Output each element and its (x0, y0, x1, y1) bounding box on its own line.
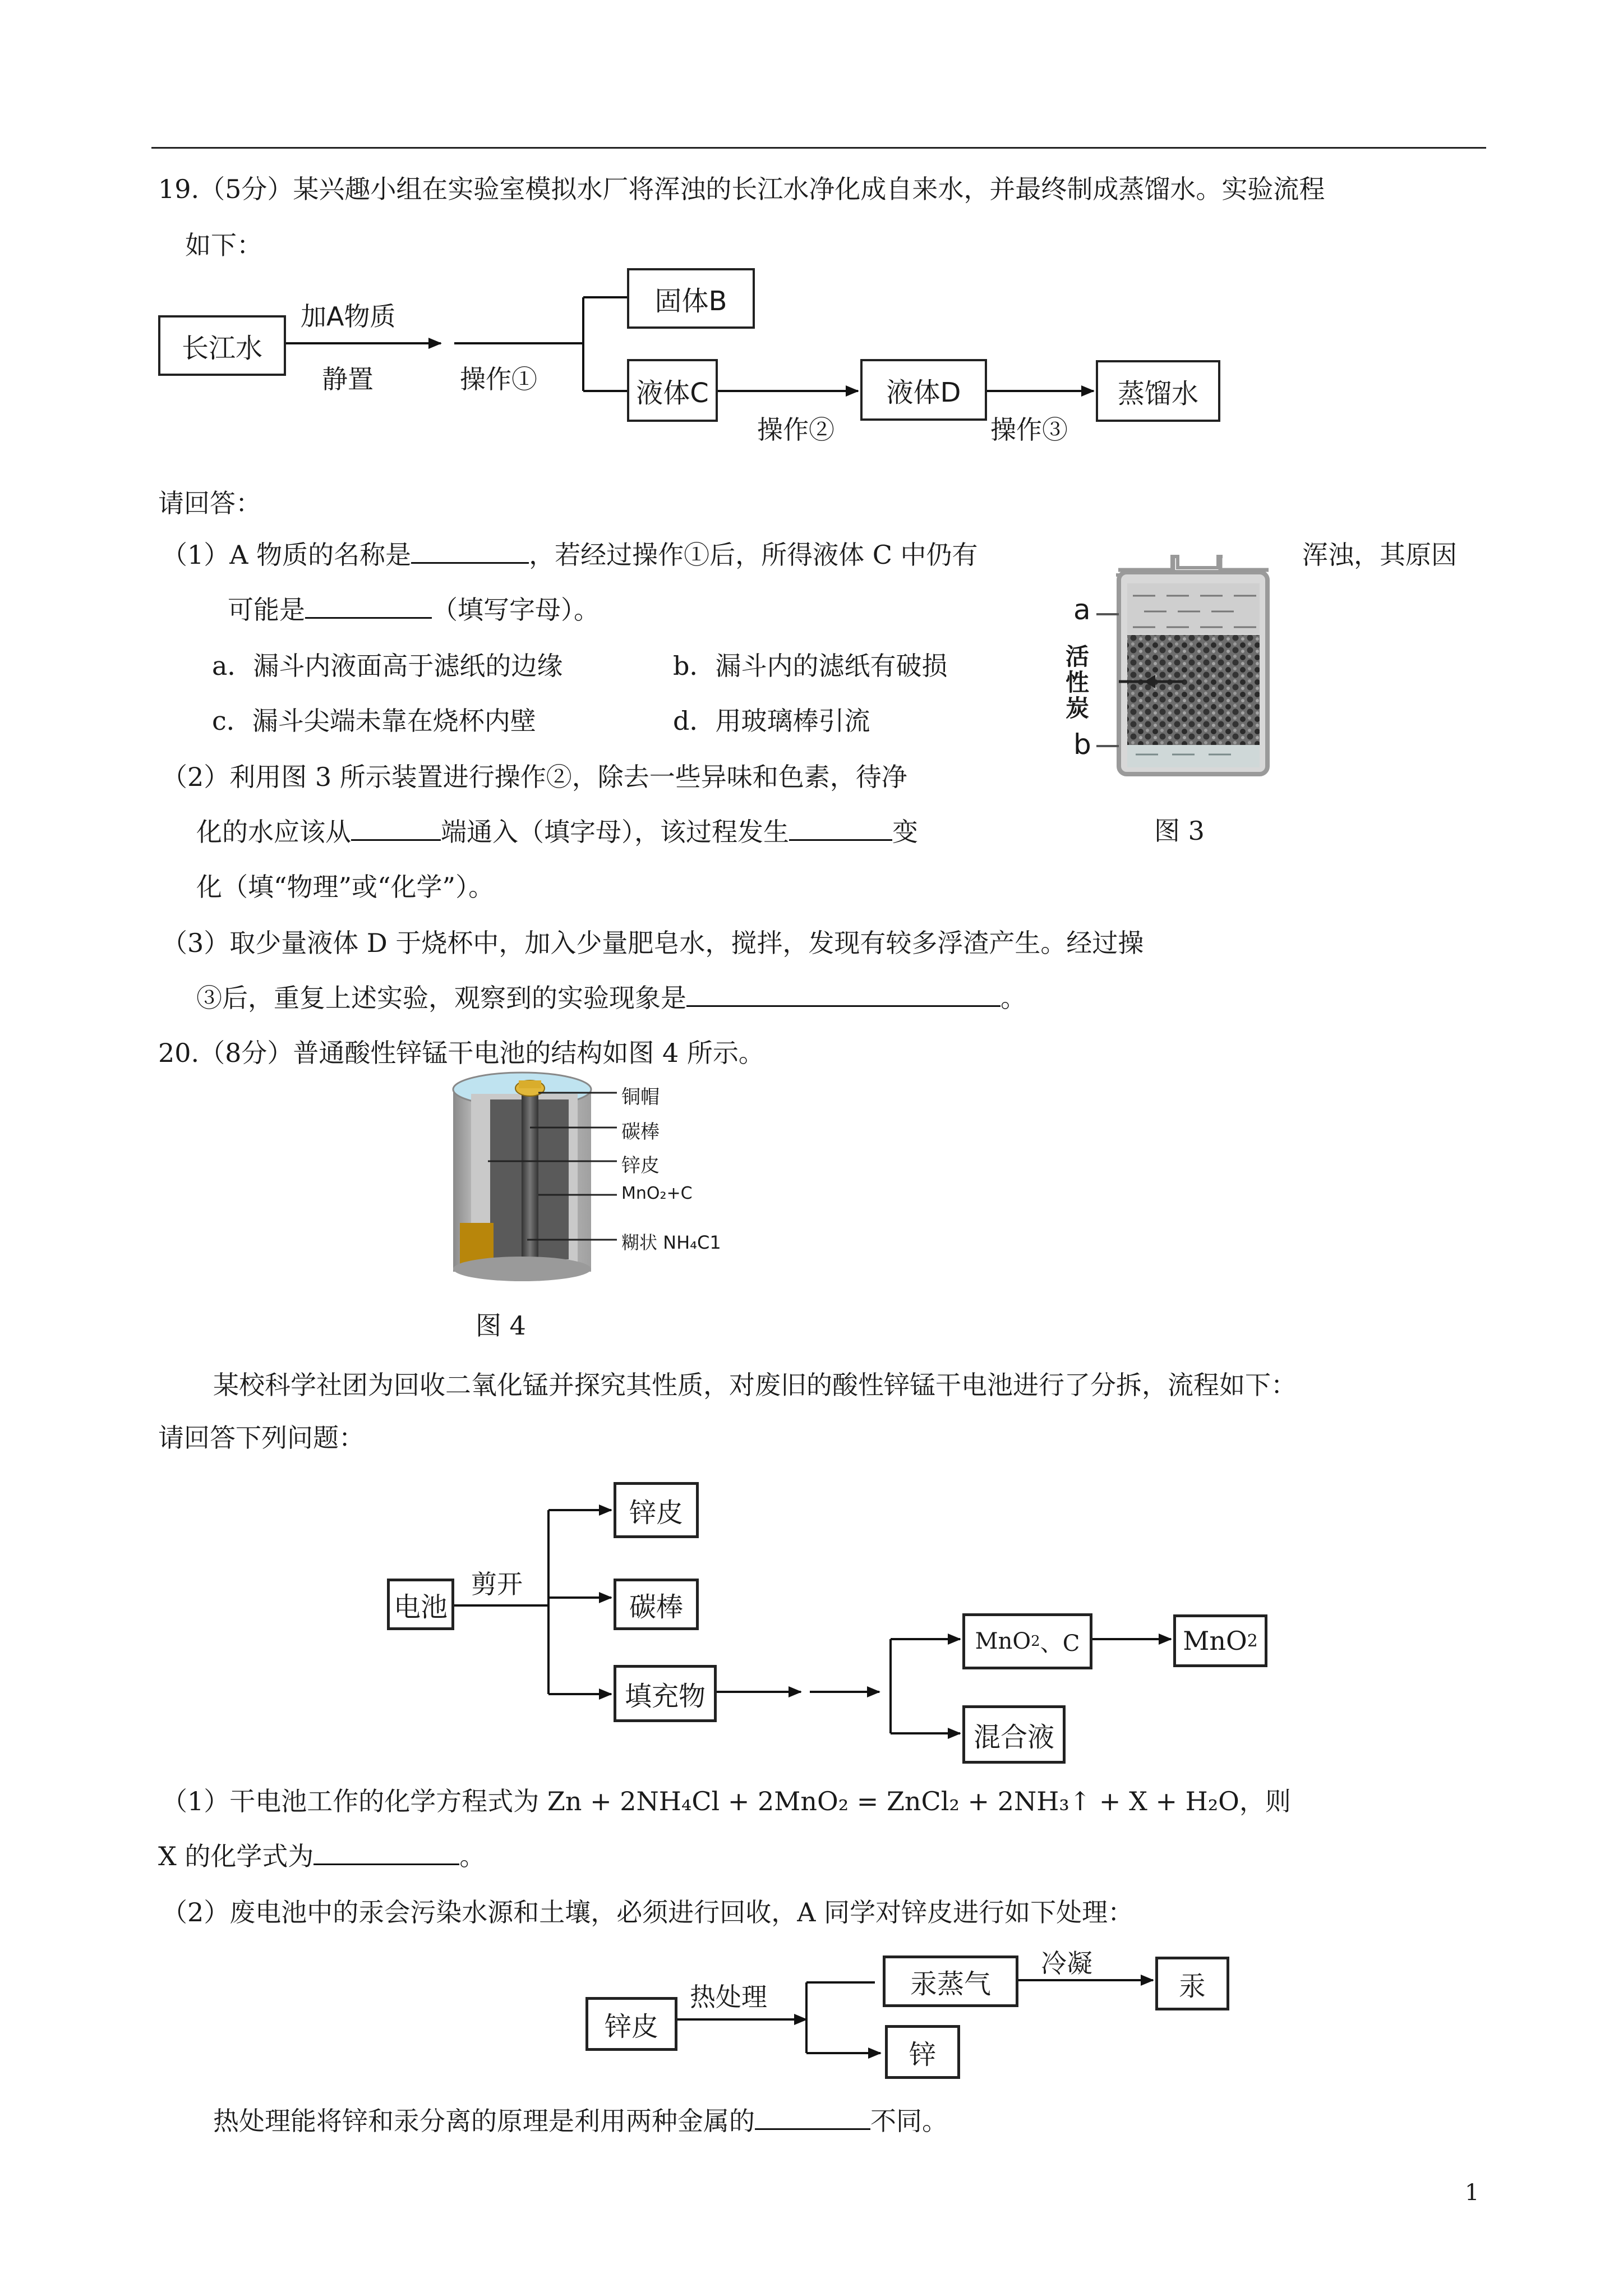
flow-box-solid-b: 固体B (627, 268, 755, 329)
flow-box-mixture: 混合液 (962, 1705, 1066, 1764)
q19-p3-text-c: 。 (1000, 983, 1026, 1013)
q20-p3-text-b: 不同。 (870, 2106, 948, 2136)
flow2-label-condense: 冷凝 (1041, 1948, 1092, 1978)
q20-part1-line1: （1）干电池工作的化学方程式为 Zn + 2NH₄Cl + 2MnO₂ = ZnCl₂ + 2NH₃↑ + X + H₂O，则 (162, 1786, 1291, 1816)
q19-p2-text-c: 端通入（填字母），该过程发生 (441, 817, 789, 847)
flow-box-zinc-skin: 锌皮 (614, 1482, 699, 1538)
figure-4-label-copper-cap: 铜帽 (621, 1086, 660, 1108)
figure-4-caption: 图 4 (476, 1310, 526, 1341)
q19-p1-text-c: 浑浊，其原因 (1302, 540, 1457, 570)
q20-p1-text-c: 。 (459, 1841, 486, 1871)
figure-3-carbon-label: 活性炭 (1066, 643, 1090, 722)
option-a: a．漏斗内液面高于滤纸的边缘 (212, 651, 563, 681)
flow-box-distilled-water: 蒸馏水 (1096, 360, 1220, 422)
q19-part2-line1: （2）利用图 3 所示装置进行操作②，除去一些异味和色素，待净 (162, 762, 907, 792)
q19-p1-text-d: 可能是 (228, 595, 305, 625)
q20-intro: 某校科学社团为回收二氧化锰并探究其性质，对废旧的酸性锌锰干电池进行了分拆，流程如下： (213, 1370, 1297, 1400)
q19-p1-text-e: （填写字母）。 (432, 595, 600, 625)
q19-part3-line1: （3）取少量液体 D 于烧杯中，加入少量肥皂水，搅拌，发现有较多浮渣产生。经过操 (162, 928, 1144, 958)
q20-part2: （2）废电池中的汞会污染水源和土壤，必须进行回收，A 同学对锌皮进行如下处理： (162, 1897, 1134, 1927)
answer-blank-property[interactable] (755, 2106, 870, 2130)
flow-box-liquid-c: 液体C (627, 359, 718, 422)
q19-part2-line3: 化（填“物理”或“化学”）。 (196, 872, 495, 902)
flow-box-carbon-rod: 碳棒 (614, 1579, 699, 1630)
flow2-label-heat-treatment: 热处理 (690, 1982, 767, 2012)
flow2-box-mercury-vapor: 汞蒸气 (883, 1955, 1018, 2007)
flow-box-liquid-d: 液体D (860, 359, 987, 421)
q19-p3-text-b: ③后，重复上述实验，观察到的实验现象是 (196, 983, 686, 1013)
q19-p2-text-b: 化的水应该从 (196, 817, 351, 847)
q20-prompt: 请回答下列问题： (158, 1423, 365, 1453)
q20-heading: 20.（8分）普通酸性锌锰干电池的结构如图 4 所示。 (158, 1038, 764, 1068)
q20-p1-text-b: X 的化学式为 (158, 1841, 314, 1871)
figure-4-label-carbon-rod: 碳棒 (621, 1121, 660, 1143)
q19-p1-text-a: （1）A 物质的名称是 (162, 540, 412, 570)
flow-box-yangtze-water: 长江水 (158, 315, 286, 376)
option-c: c．漏斗尖端未靠在烧杯内壁 (212, 706, 536, 736)
flow-label-add-a: 加A物质 (301, 301, 396, 332)
flow2-box-zinc: 锌 (885, 2025, 960, 2079)
q20-p3-text-a: 热处理能将锌和汞分离的原理是利用两种金属的 (213, 2106, 755, 2136)
q19-p1-text-b: ，若经过操作①后，所得液体 C 中仍有 (529, 540, 978, 570)
q19-p2-text-d: 变 (892, 817, 918, 847)
figure-3-label-b: b (1073, 728, 1091, 761)
flow2-box-zinc-skin: 锌皮 (585, 1997, 677, 2051)
option-d: d．用玻璃棒引流 (673, 706, 870, 736)
flow-box-mno2-c: MnO 2 、C (962, 1613, 1092, 1669)
page-number: 1 (1465, 2180, 1479, 2206)
flow2-box-mercury: 汞 (1155, 1957, 1229, 2010)
figure-3-caption: 图 3 (1154, 816, 1205, 846)
flow-label-cut-open: 剪开 (471, 1569, 523, 1599)
option-b: b．漏斗内的滤纸有破损 (673, 651, 948, 681)
figure-4-label-nh4cl: 糊状 NH₄C1 (621, 1232, 721, 1253)
flow-label-op2: 操作② (757, 415, 834, 445)
flow-box-battery: 电池 (387, 1579, 454, 1630)
flow-box-filler: 填充物 (614, 1665, 717, 1722)
q19-heading: 19.（5分）某兴趣小组在实验室模拟水厂将浑浊的长江水净化成自来水，并最终制成蒸馏水。实验流程 (158, 174, 1325, 204)
q19-heading-cont: 如下： (185, 230, 262, 260)
figure-4-label-mno2-c: MnO₂+C (621, 1184, 693, 1203)
figure-3-label-a: a (1073, 593, 1091, 626)
q19-prompt: 请回答： (158, 488, 261, 518)
flow-label-op3: 操作③ (990, 415, 1068, 445)
q20-part3 (213, 2105, 948, 2137)
flow-label-settle: 静置 (322, 364, 374, 394)
flow-label-op1: 操作① (460, 364, 537, 394)
flow-box-mno2: MnO 2 (1173, 1614, 1267, 1667)
figure-4-label-zinc-skin: 锌皮 (621, 1154, 660, 1177)
